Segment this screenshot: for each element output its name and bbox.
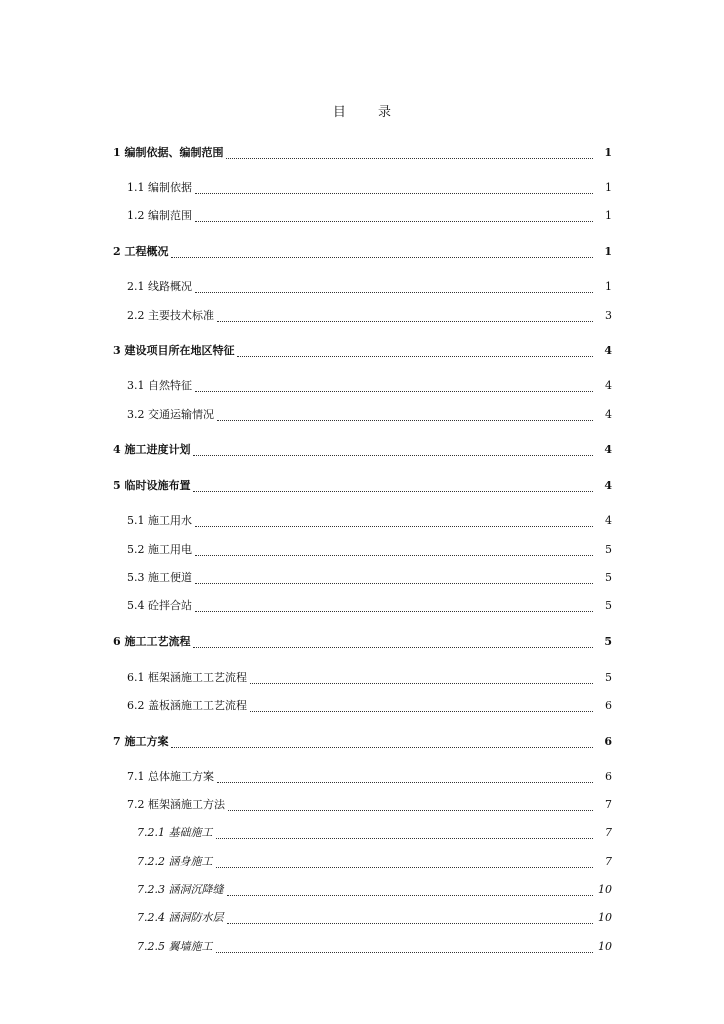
toc-entry[interactable]	[127, 278, 612, 296]
toc-entry[interactable]	[113, 342, 612, 360]
dot-leader	[195, 611, 593, 612]
toc-title: 目 录	[332, 105, 406, 120]
toc-entry[interactable]	[127, 796, 612, 814]
toc-entry-page: 1	[605, 181, 612, 194]
dot-leader	[171, 257, 593, 258]
toc-entry-label: 3 建设项目所在地区特征	[113, 344, 235, 357]
toc-entry-page: 1	[604, 146, 612, 159]
toc-entry[interactable]	[127, 569, 612, 587]
toc-entry-page: 5	[605, 599, 612, 612]
toc-entry[interactable]	[137, 824, 612, 842]
toc-entry[interactable]	[127, 207, 612, 225]
dot-leader	[217, 420, 593, 421]
toc-entry-label: 5.4 砼拌合站	[127, 599, 192, 612]
toc-entry-label: 7.2.2 涵身施工	[137, 855, 213, 868]
toc-entry-page: 1	[604, 245, 612, 258]
toc-entry-label: 4 施工进度计划	[113, 443, 191, 456]
toc-entry-page: 4	[604, 479, 612, 492]
toc-entry[interactable]	[113, 243, 612, 261]
toc-entry-label: 3.1 自然特征	[127, 379, 192, 392]
toc-entry-page: 6	[605, 699, 612, 712]
toc-entry-page: 1	[605, 209, 612, 222]
toc-entry-label: 1.2 编制范围	[127, 209, 192, 222]
toc-entry[interactable]	[137, 909, 612, 927]
dot-leader	[217, 321, 593, 322]
toc-entry-page: 5	[605, 543, 612, 556]
toc-entry-label: 6.2 盖板涵施工工艺流程	[127, 699, 247, 712]
dot-leader	[227, 923, 594, 924]
toc-entry-label: 5.2 施工用电	[127, 543, 192, 556]
toc-entry-page: 5	[604, 635, 612, 648]
toc-entry-label: 2 工程概况	[113, 245, 169, 258]
toc-entry-page: 7	[605, 798, 612, 811]
toc-entry-label: 5 临时设施布置	[113, 479, 191, 492]
toc-entry[interactable]	[127, 179, 612, 197]
dot-leader	[195, 193, 593, 194]
dot-leader	[228, 810, 593, 811]
toc-entry[interactable]	[137, 881, 612, 899]
toc-entry-label: 1.1 编制依据	[127, 181, 192, 194]
toc-entry-label: 7.2.1 基础施工	[137, 826, 213, 839]
dot-leader	[195, 391, 593, 392]
dot-leader	[195, 526, 593, 527]
toc-entry-page: 10	[598, 911, 612, 924]
dot-leader	[193, 455, 593, 456]
toc-entry[interactable]	[137, 938, 612, 956]
toc-entry-page: 3	[605, 309, 612, 322]
toc-entry[interactable]	[127, 697, 612, 715]
toc-entry-page: 5	[605, 571, 612, 584]
dot-leader	[171, 747, 593, 748]
toc-entry-label: 7.2.4 涵洞防水层	[137, 911, 224, 924]
dot-leader	[216, 867, 594, 868]
toc-entry[interactable]	[127, 768, 612, 786]
dot-leader	[250, 683, 593, 684]
toc-entry[interactable]	[113, 633, 612, 651]
toc-entry-label: 7 施工方案	[113, 735, 169, 748]
toc-entry-label: 5.3 施工便道	[127, 571, 192, 584]
toc-entry-label: 5.1 施工用水	[127, 514, 192, 527]
dot-leader	[195, 292, 593, 293]
dot-leader	[216, 952, 594, 953]
toc-entry-page: 5	[605, 671, 612, 684]
toc-entry-page: 7	[605, 855, 612, 868]
toc-entry[interactable]	[113, 733, 612, 751]
toc-entry-page: 6	[605, 770, 612, 783]
dot-leader	[193, 647, 593, 648]
toc-entry-page: 4	[605, 408, 612, 421]
toc-entry[interactable]	[113, 477, 612, 495]
toc-entry-label: 7.2 框架涵施工方法	[127, 798, 225, 811]
toc-entry-label: 6.1 框架涵施工工艺流程	[127, 671, 247, 684]
toc-entry[interactable]	[127, 541, 612, 559]
toc-entry[interactable]	[137, 853, 612, 871]
dot-leader	[193, 491, 593, 492]
dot-leader	[195, 583, 593, 584]
toc-entry-page: 1	[605, 280, 612, 293]
dot-leader	[226, 158, 593, 159]
toc-entry-page: 4	[605, 514, 612, 527]
toc-entry-page: 10	[598, 940, 612, 953]
toc-entry-label: 1 编制依据、编制范围	[113, 146, 224, 159]
toc-entry-label: 6 施工工艺流程	[113, 635, 191, 648]
toc-entry-page: 6	[604, 735, 612, 748]
toc-entry-page: 7	[605, 826, 612, 839]
toc-entry[interactable]	[127, 406, 612, 424]
toc-entry-page: 4	[604, 443, 612, 456]
toc-entry[interactable]	[127, 597, 612, 615]
toc-entry[interactable]	[113, 441, 612, 459]
toc-entry[interactable]	[127, 307, 612, 325]
dot-leader	[237, 356, 593, 357]
toc-entry-label: 7.2.5 翼墙施工	[137, 940, 213, 953]
dot-leader	[195, 221, 593, 222]
dot-leader	[250, 711, 593, 712]
dot-leader	[216, 838, 594, 839]
toc-entry-label: 7.2.3 涵洞沉降缝	[137, 883, 224, 896]
dot-leader	[217, 782, 593, 783]
toc-entry-label: 2.1 线路概况	[127, 280, 192, 293]
toc-entry-page: 4	[605, 379, 612, 392]
toc-entry[interactable]	[127, 512, 612, 530]
toc-entry[interactable]	[113, 144, 612, 162]
toc-entry-page: 10	[598, 883, 612, 896]
toc-entry-label: 7.1 总体施工方案	[127, 770, 214, 783]
toc-entry[interactable]	[127, 377, 612, 395]
dot-leader	[227, 895, 594, 896]
toc-entry-label: 3.2 交通运输情况	[127, 408, 214, 421]
toc-entry-page: 4	[604, 344, 612, 357]
dot-leader	[195, 555, 593, 556]
toc-entry-label: 2.2 主要技术标准	[127, 309, 214, 322]
toc-entry[interactable]	[127, 669, 612, 687]
